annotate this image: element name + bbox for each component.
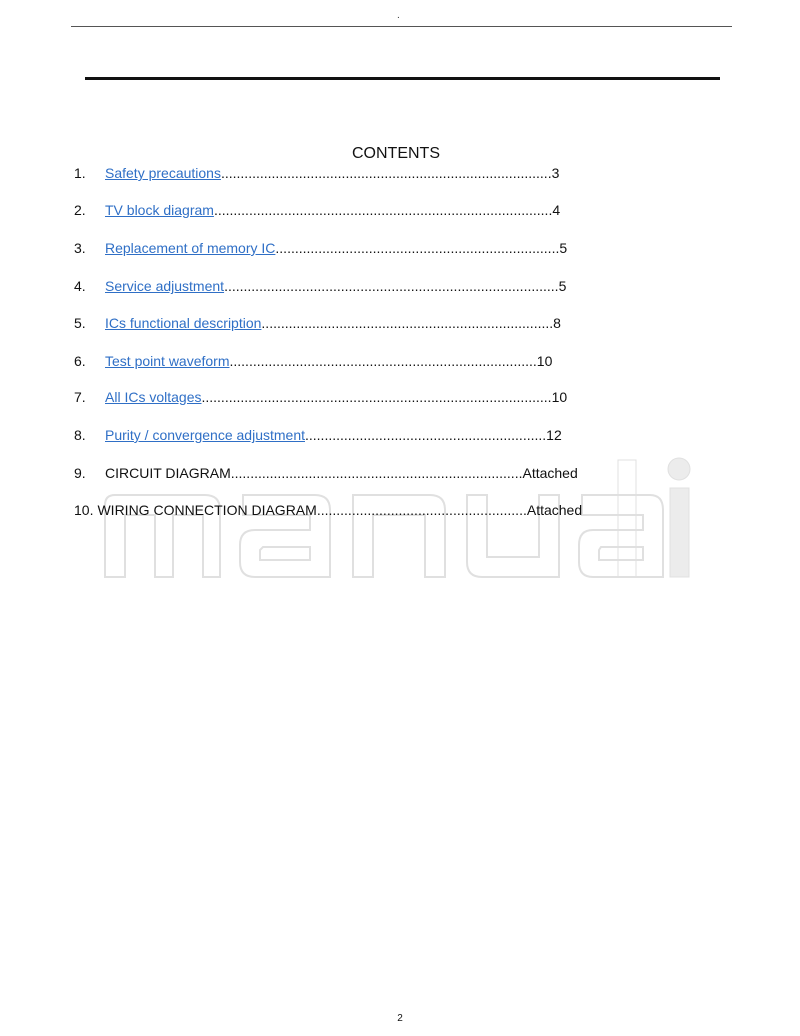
toc-item[interactable] — [74, 352, 552, 370]
toc-item-link[interactable]: Service adjustment — [105, 278, 225, 294]
toc-item-page: 10 — [536, 353, 553, 369]
toc-item-leader: ...................................................... — [316, 502, 527, 518]
toc-item-number: 5. — [74, 315, 86, 331]
toc-item-number: 8. — [74, 427, 86, 443]
toc-item-leader: ......................................................................... — [275, 240, 560, 256]
toc-item-leader: ........................................................................... — [261, 315, 554, 331]
toc-item-page: 10 — [551, 389, 568, 405]
toc-item-number: 4. — [74, 278, 86, 294]
toc-item-page: Attached — [522, 465, 578, 481]
contents-title: CONTENTS — [352, 145, 440, 162]
toc-item-number: 3. — [74, 240, 86, 256]
title-rule — [85, 77, 720, 80]
toc-item-leader: ........................................................................... — [230, 465, 523, 481]
toc-item-link[interactable]: Purity / convergence adjustment — [105, 427, 305, 443]
toc-item-number: 1. — [74, 165, 86, 181]
header-mark: . — [397, 10, 400, 21]
toc-item-page: 5 — [559, 240, 568, 256]
toc-item-leader: ..................................................................................... — [220, 165, 552, 181]
toc-item[interactable] — [74, 426, 562, 444]
toc-item[interactable] — [74, 388, 567, 406]
header-rule — [71, 26, 732, 27]
toc-item-leader: ...................................................................................... — [224, 278, 559, 294]
toc-item[interactable] — [74, 239, 567, 257]
toc-item[interactable] — [74, 314, 561, 332]
toc-item[interactable] — [74, 277, 566, 295]
toc-item-number: 2. — [74, 202, 86, 218]
toc-item-link[interactable]: ICs functional description — [105, 315, 262, 331]
toc-item-page: Attached — [526, 502, 583, 518]
toc-item-label: CIRCUIT DIAGRAM — [105, 465, 231, 481]
toc-item-page: 8 — [553, 315, 561, 331]
toc-item-page: 4 — [552, 202, 561, 218]
toc-item-leader: ............................................................................... — [229, 353, 537, 369]
toc-item-link[interactable]: Test point waveform — [105, 353, 230, 369]
toc-item-number: 10. — [74, 502, 94, 518]
toc-item-page: 12 — [546, 427, 562, 443]
toc-item-leader: .............................................................. — [305, 427, 547, 443]
toc-item-label: WIRING CONNECTION DIAGRAM — [97, 502, 317, 518]
toc-item[interactable] — [74, 164, 559, 182]
page-number: 2 — [397, 1013, 403, 1024]
toc-item-page: 5 — [558, 278, 567, 294]
toc-item-link[interactable]: Safety precautions — [105, 165, 221, 181]
toc-item — [74, 501, 582, 519]
toc-item-number: 7. — [74, 389, 86, 405]
toc-item-leader: .......................................................................................... — [201, 389, 552, 405]
toc-item-number: 6. — [74, 353, 86, 369]
toc-item-page: 3 — [551, 165, 560, 181]
toc-item-link[interactable]: Replacement of memory IC — [105, 240, 276, 256]
toc-item-leader: ....................................................................................... — [213, 202, 553, 218]
toc-item-link[interactable]: TV block diagram — [105, 202, 214, 218]
toc-item-link[interactable]: All ICs voltages — [105, 389, 202, 405]
toc-item-number: 9. — [74, 465, 86, 481]
toc-item[interactable] — [74, 201, 560, 219]
toc-item — [74, 464, 578, 482]
